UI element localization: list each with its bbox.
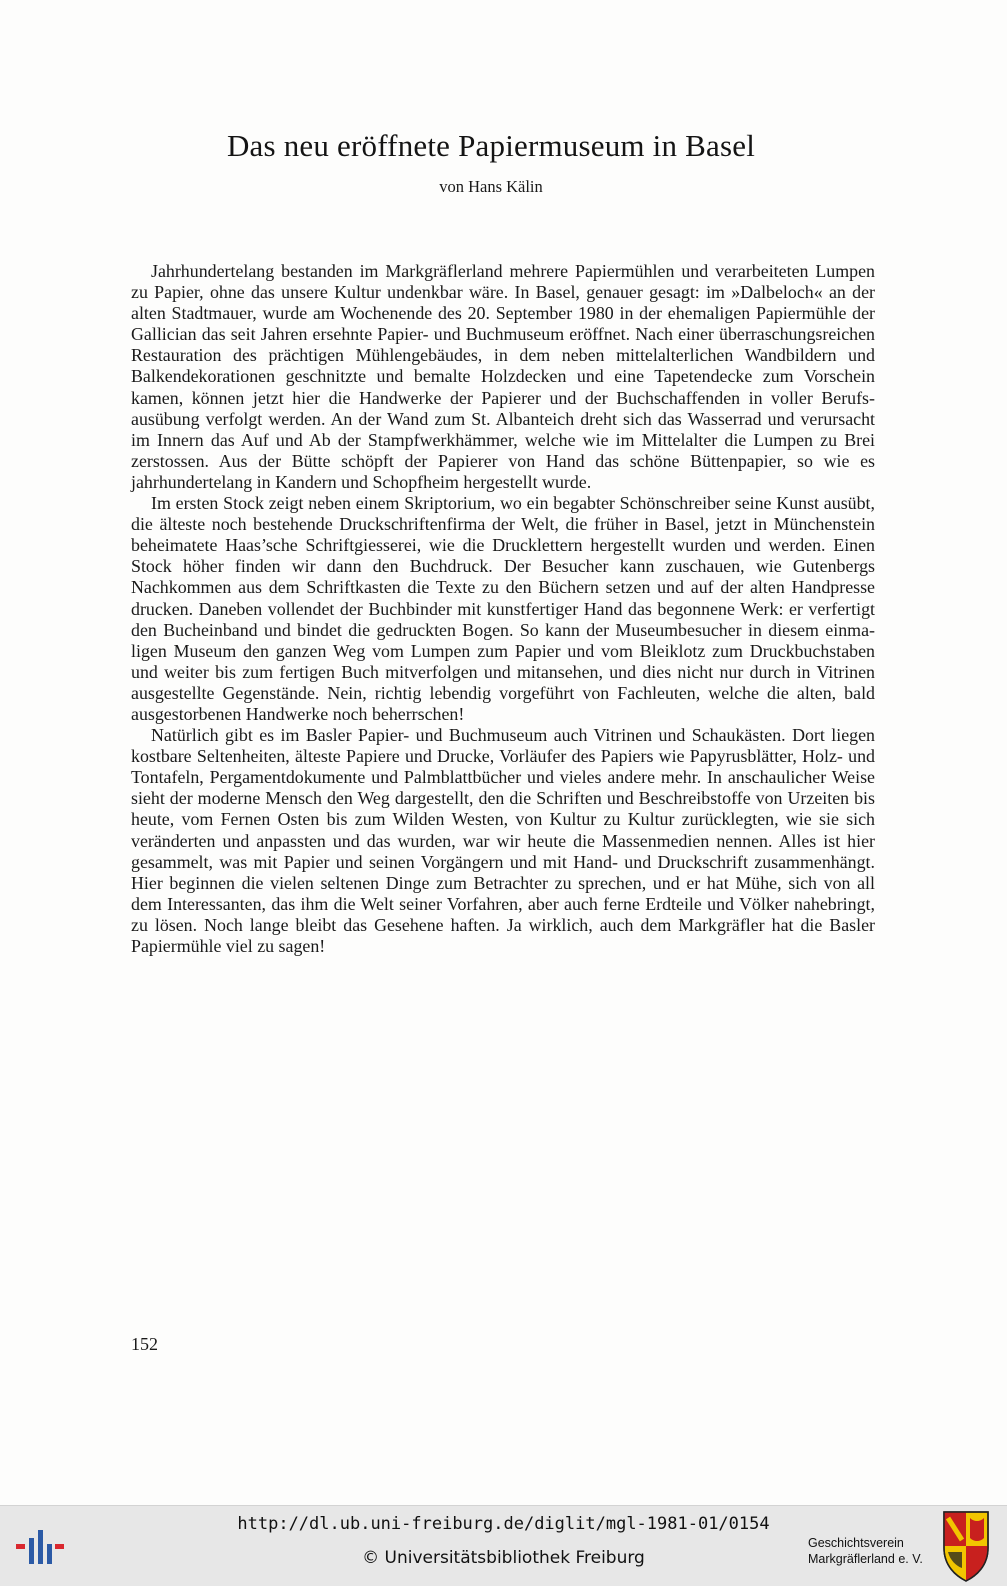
paragraph-1: Jahrhundertelang bestanden im Markgräflerland mehrere Papiermühlen und verarbeiteten Lumpen zu Papier, ohne das unsere Kultur undenkbar wäre. In Basel, genauer gesagt: im »Dalbeloch« an der alten Stadtmauer, wurde am Wochenende des 20. September 1980 in der ehemaligen Papiermühle der Gallician das seit Jahren ersehnte Papier- und Buchmuseum eröffnet. Nach einer überraschungsreichen Restauration des prächtigen Mühlengebäudes, in dem neben mittelalterlichen Wandbildern und Balkendekorationen geschnitzte und bemalte Holzdecken und eine Tapetendecke zum Vorschein kamen, können jetzt hier die Handwerke der Papierer und der Buchschaffenden in voller Berufsausübung verfolgt werden. An der Wand zum St. Albanteich dreht sich das Wasserrad und verursacht im Innern das Auf und Ab der Stampfwerkhämmer, welche wie im Mittelalter die Lumpen zu Brei zerstossen. Aus der Bütte schöpft der Papierer von Hand das schöne Büttenpapier, so wie es jahrhundertelang in Kandern und Schopfheim hergestellt wurde. (131, 261, 875, 492)
society-line-2: Markgräflerland e. V. (808, 1552, 923, 1566)
article-body (131, 261, 875, 957)
paragraph-3: Natürlich gibt es im Basler Papier- und Buchmuseum auch Vitrinen und Schaukästen. Dort liegen kostbare Seltenheiten, älteste Papiere und Drucke, Vorläufer des Papiers wie Papyrusblätter, Holz- und Tontafeln, Pergamentdokumente und Palmblattbücher und vieles andere mehr. In anschaulicher Weise sieht der moderne Mensch den Weg dargestellt, den die Schriften und Beschreibstoffe von Urzeiten bis heute, vom Fernen Osten bis zum Wilden Westen, von Kultur zu Kultur zurücklegten, wie sie sich veränderten und anpassten und das wurden, war wir heute die Massenmedien nennen. Alles ist hier gesammelt, was mit Papier und seinen Vorgängern und mit Hand- und Druckschrift zusammenhängt. Hier beginnen die vielen seltenen Dinge zum Betrachter zu sprechen, und er hat Mühe, sich von all dem Interessanten, das ihm die Welt seiner Vorfahren, aber auch ferne Erdteile und Völker nahebringt, zu lösen. Noch lange bleibt das Gesehene haften. Ja wirklich, auch dem Markgräfler hat die Basler Papiermühle viel zu sagen! (131, 725, 875, 956)
society-name (808, 1535, 938, 1567)
article-author: von Hans Kälin (439, 177, 543, 196)
society-line-1: Geschichtsverein (808, 1536, 904, 1550)
copyright-notice: © Universitätsbibliothek Freiburg (362, 1548, 645, 1568)
viewer-footer (0, 1505, 1007, 1586)
page-number: 152 (131, 1334, 158, 1354)
permalink-url[interactable]: http://dl.ub.uni-freiburg.de/diglit/mgl-1981-01/0154 (237, 1514, 770, 1534)
coat-of-arms-icon (940, 1508, 992, 1584)
paragraph-2: Im ersten Stock zeigt neben einem Skriptorium, wo ein begabter Schönschreiber seine Kunst ausübt, die älteste noch bestehende Druckschriftenfirma der Welt, die früher in Basel, jetzt in Münchenstein beheimatete Haas’sche Schriftgiesserei, wie die Drucklettern hergestellt wurden und werden. Einen Stock höher finden wir dann den Buchdruck. Der Besucher kann zuschauen, wie Gutenbergs Nachkommen aus dem Schriftkasten die Texte zu den Büchern setzen und auf der alten Handpresse drucken. Daneben vollendet der Buchbinder mit kunstfertiger Hand das begonnene Werk: er verfertigt den Bucheinband und bindet die gedruckten Bogen. So kann der Museumbesucher in diesem einmaligen Museum den ganzen Weg vom Lumpen zum Papier und vom Bleiklotz zum Druckbuchstaben und weiter bis zum fertigen Buch mitverfolgen und mitansehen, und dies nicht nur durch in Vitrinen ausgestellte Gegenstände. Nein, richtig lebendig vorgeführt von Fachleuten, welche die alten, bald ausgestorbenen Handwerke noch beherrschen! (131, 493, 875, 724)
article-title: Das neu eröffnete Papiermuseum in Basel (226, 128, 756, 163)
